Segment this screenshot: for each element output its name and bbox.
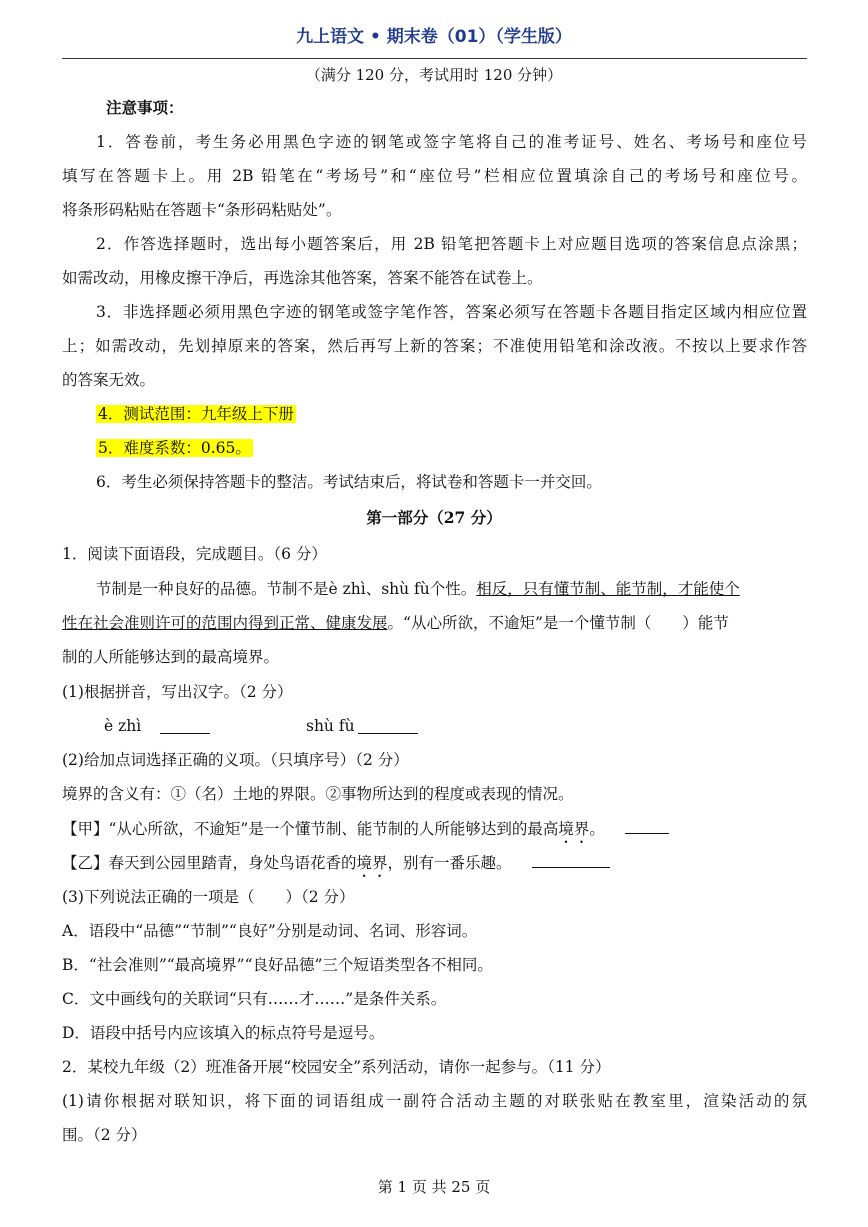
q1-example-jia — [62, 817, 807, 847]
pinyin-shufu: shù fù — [306, 717, 355, 735]
answer-blank-ezhi[interactable] — [160, 717, 210, 734]
q1-underlined-sentence: 相反，只有懂节制、能节制，才能使个 — [476, 580, 740, 598]
q1-option-b[interactable]: B．“社会准则”“最高境界”“良好品德”三个短语类型各不相同。 — [62, 956, 493, 974]
q1-sub2: (2)给加点词选择正确的义项。（只填序号）（2 分） — [62, 751, 409, 769]
example-text: 。 — [589, 820, 605, 838]
q2-sub1-line-1: (1)请你根据对联知识，将下面的词语组成一副符合活动主题的对联张贴在教室里，渲染活动的氛 — [62, 1092, 807, 1110]
answer-blank-yi[interactable] — [532, 851, 610, 868]
example-text: ，别有一番乐趣。 — [387, 854, 512, 872]
q2-stem: 2．某校九年级（2）班准备开展“校园安全”系列活动，请你一起参与。（11 分） — [62, 1058, 611, 1076]
header-divider — [62, 58, 807, 59]
page-number: 第 1 页 共 25 页 — [377, 1178, 491, 1196]
note-4 — [96, 403, 807, 425]
dotted-word: 境界 — [558, 820, 590, 838]
note-3-line-3: 的答案无效。 — [62, 371, 156, 389]
note-2-line-2: 如需改动，用橡皮擦干净后，再选涂其他答案，答案不能答在试卷上。 — [62, 269, 543, 287]
note-2-line-1: 2．作答选择题时，选出每小题答案后，用 2B 铅笔把答题卡上对应题目选项的答案信息点涂黑； — [96, 235, 807, 253]
q1-passage-line-2 — [62, 612, 807, 634]
note-1-line-3: 将条形码粘贴在答题卡“条形码粘贴处”。 — [62, 201, 342, 219]
document-title: 九上语文 • 期末卷（01）（学生版） — [296, 27, 572, 47]
q1-meaning: 境界的含义有：①（名）土地的界限。②事物所达到的程度或表现的情况。 — [62, 785, 574, 803]
answer-blank-shufu[interactable] — [358, 717, 418, 734]
note-4-highlight: 4．测试范围：九年级上下册 — [98, 405, 294, 423]
example-text: 【甲】“从心所欲，不逾矩”是一个懂节制、能节制的人所能够达到的最高 — [62, 820, 559, 838]
q1-sub1: (1)根据拼音，写出汉字。（2 分） — [62, 683, 293, 701]
note-1-line-2: 填写在答题卡上。用 2B 铅笔在“考场号”和“座位号”栏相应位置填涂自己的考场号和座位号。 — [62, 167, 807, 185]
q1-passage-line-3: 制的人所能够达到的最高境界。 — [62, 648, 280, 666]
q1-passage-text: 。“从心所欲，不逾矩”是一个懂节制（ ）能节 — [387, 614, 729, 632]
note-6: 6．考生必须保持答题卡的整洁。考试结束后，将试卷和答题卡一并交回。 — [96, 473, 602, 491]
q1-option-c[interactable]: C．文中画线句的关联词“只有……才……”是条件关系。 — [62, 990, 447, 1008]
note-5 — [96, 437, 807, 459]
q1-example-yi — [62, 851, 807, 881]
note-1-line-1: 1．答卷前，考生务必用黑色字迹的钢笔或签字笔将自己的准考证号、姓名、考场号和座位号 — [96, 133, 807, 151]
q1-option-d[interactable]: D．语段中括号内应该填入的标点符号是逗号。 — [62, 1024, 385, 1042]
q2-sub1-line-2: 围。（2 分） — [62, 1126, 147, 1144]
q1-sub3: (3)下列说法正确的一项是（ ）（2 分） — [62, 888, 355, 906]
q1-option-a[interactable]: A．语段中“品德”“节制”“良好”分别是动词、名词、形容词。 — [62, 922, 478, 940]
q1-passage-text: 节制是一种良好的品德。节制不是è zhì、shù fù个性。 — [96, 580, 477, 598]
pinyin-ezhi: è zhì — [104, 717, 142, 735]
part-1-heading: 第一部分（27 分） — [366, 508, 502, 527]
note-3-line-2: 上；如需改动，先划掉原来的答案，然后再写上新的答案；不准使用铅笔和涂改液。不按以上要求作答 — [62, 337, 807, 355]
q1-passage-line-1 — [96, 578, 807, 600]
q1-stem: 1．阅读下面语段，完成题目。（6 分） — [62, 545, 327, 563]
exam-subtitle: （满分 120 分，考试用时 120 分钟） — [305, 66, 563, 84]
q1-underlined-sentence: 性在社会准则许可的范围内得到正常、健康发展 — [62, 614, 388, 632]
note-3-line-1: 3．非选择题必须用黑色字迹的钢笔或签字笔作答，答案必须写在答题卡各题目指定区域内相应位置 — [96, 303, 807, 321]
example-text: 【乙】春天到公园里踏青，身处鸟语花香的 — [62, 854, 357, 872]
note-5-highlight: 5．难度系数：0.65。 — [98, 439, 251, 457]
notes-heading: 注意事项： — [106, 98, 184, 117]
answer-blank-jia[interactable] — [625, 817, 669, 834]
dotted-word: 境界 — [356, 854, 388, 872]
